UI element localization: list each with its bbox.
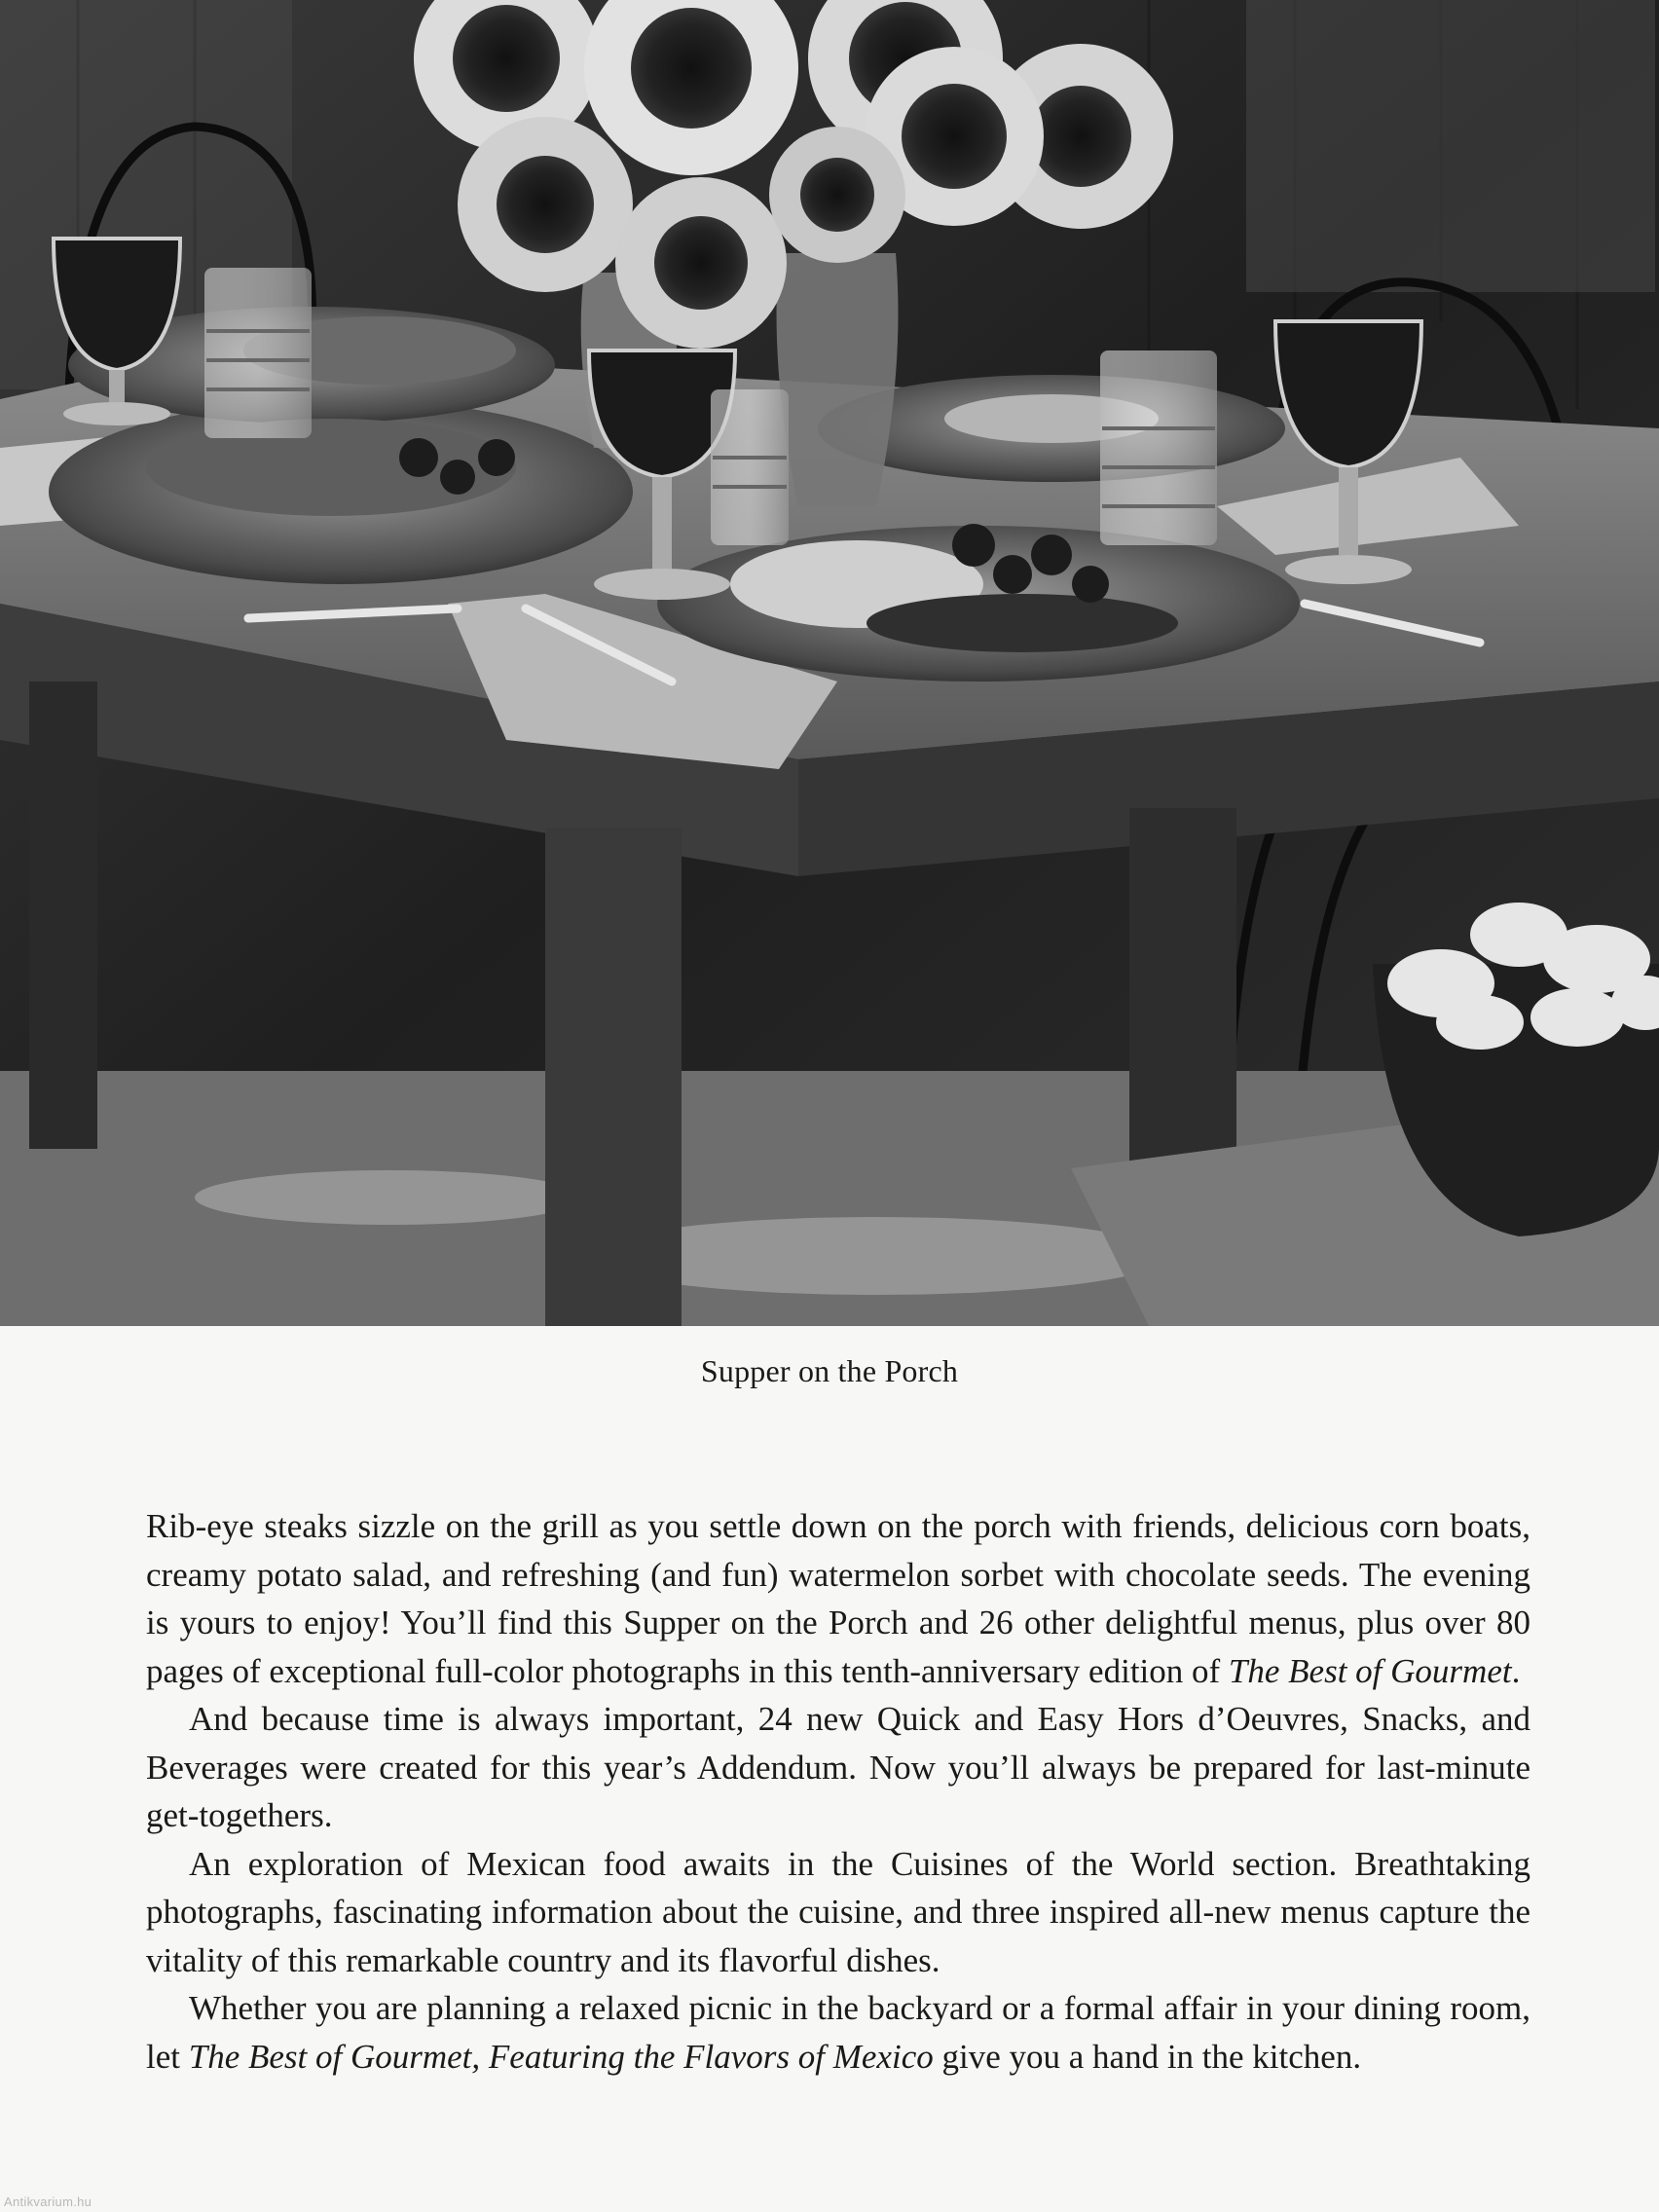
paragraph	[146, 1695, 1530, 1840]
body-text	[146, 1502, 1530, 2081]
paragraph	[146, 1840, 1530, 1985]
paragraph-text: And because time is always important, 24 new Quick and Easy Hors d’Oeuvres, Snacks, and Beverages were created for this year’s Addendum. Now you’ll always be prepared for last-minute get-togethers.	[146, 1700, 1530, 1834]
paragraph	[146, 1984, 1530, 2081]
paragraph-text: Rib-eye steaks sizzle on the grill as you settle down on the porch with friends, delicious corn boats, creamy potato salad, and refreshing (and fun) watermelon sorbet with chocolate seeds. The evening is yours to enjoy! You’ll find this Supper on the Porch and 26 other delightful menus, plus over 80 pages of exceptional full-color photographs in this tenth-anniversary edition of	[146, 1507, 1530, 1690]
paragraph-text: An exploration of Mexican food awaits in the Cuisines of the World section. Breathtaking photographs, fascinating information about the cuisine, and three inspired all-new menus capture the vitality of this remarkable country and its flavorful dishes.	[146, 1844, 1530, 1979]
paragraph-text: give you a hand in the kitchen.	[933, 2037, 1362, 2076]
book-title-text: The Best of Gourmet, Featuring the Flavors of Mexico	[188, 2037, 934, 2076]
watermark: Antikvarium.hu	[4, 2194, 92, 2209]
paragraph-text: Whether you are planning a relaxed picnic in the backyard or a formal affair in your dining room, let	[146, 1989, 1530, 2076]
paragraph	[146, 1502, 1530, 1695]
book-title-text: The Best of Gourmet	[1228, 1651, 1512, 1690]
photo-caption: Supper on the Porch	[700, 1353, 959, 1388]
paragraph-text: .	[1511, 1651, 1521, 1690]
